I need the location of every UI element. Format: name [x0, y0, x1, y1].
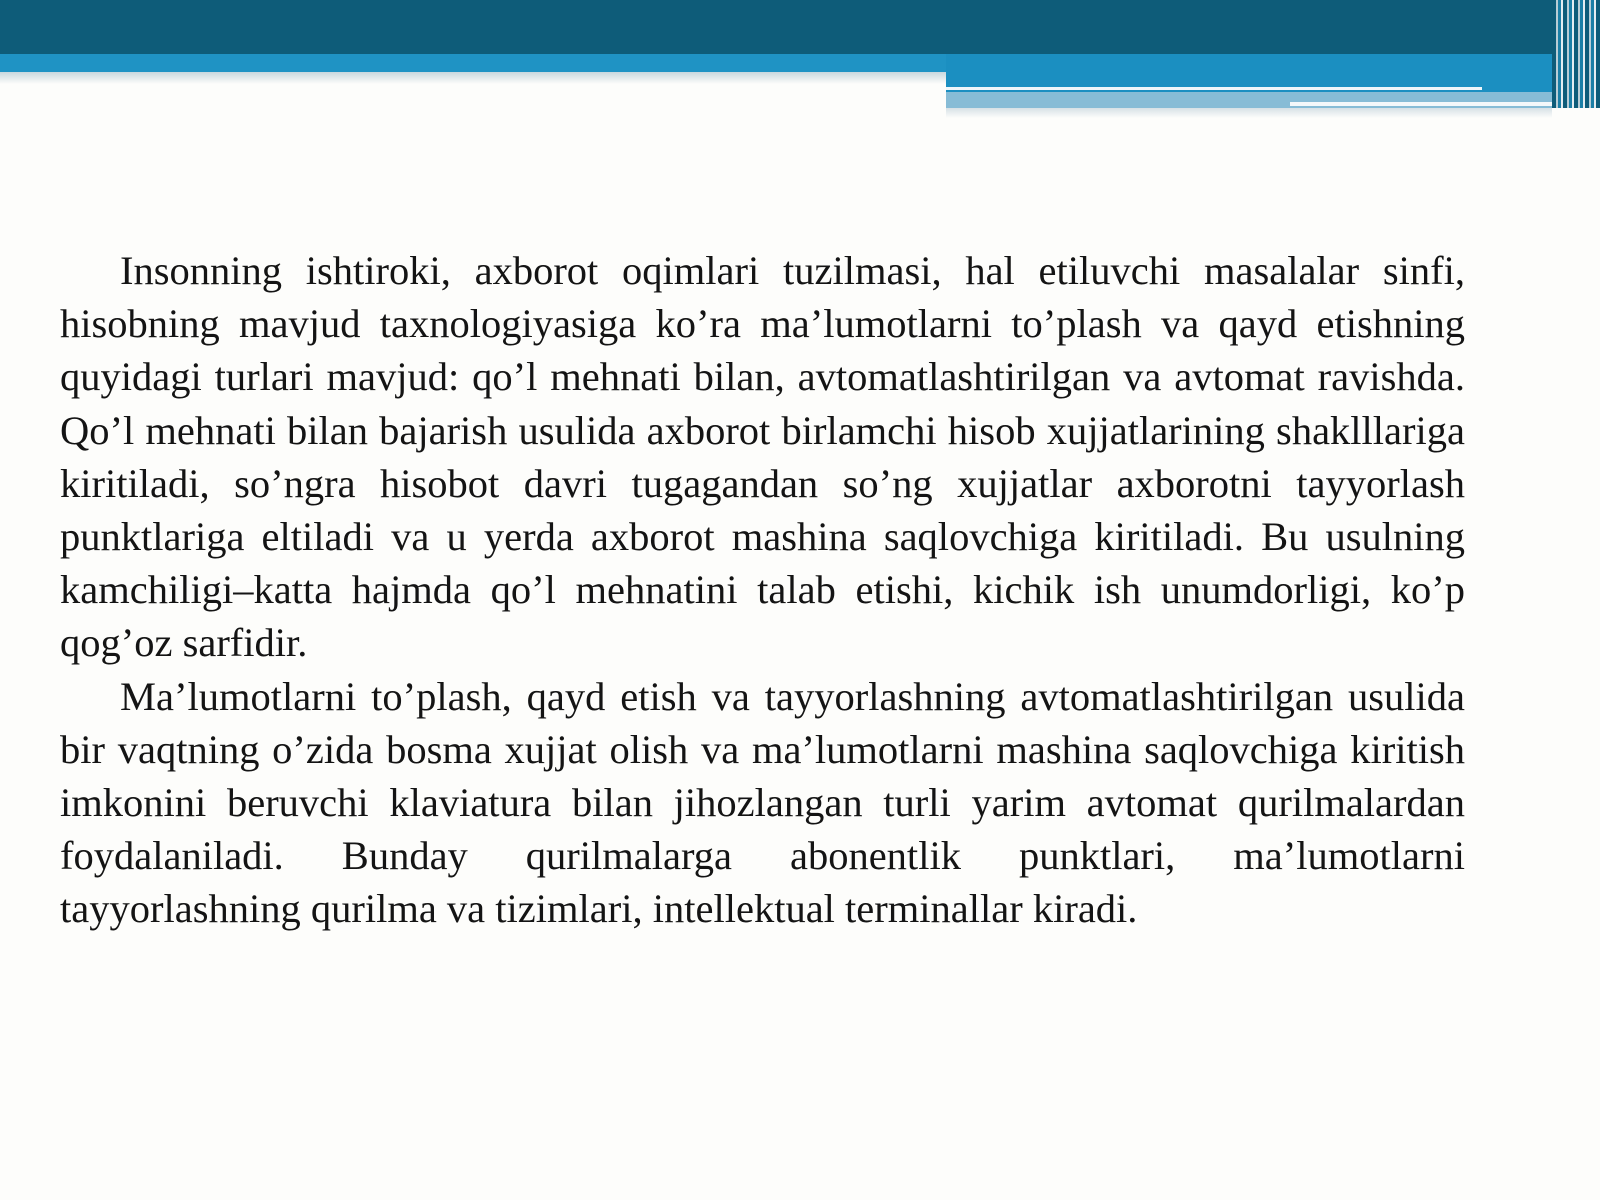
header-thin-line-short: [1290, 102, 1552, 106]
header-band-right-shadow: [946, 108, 1552, 118]
slide-body-text: [60, 244, 1465, 936]
header-band-dark: [0, 0, 1552, 54]
paragraph-1: Insonning ishtiroki, axborot oqimlari tuzilmasi, hal etiluvchi masalalar sinfi, hisobning mavjud taxnologiyasiga ko’ra ma’lumotlarni to’plash va qayd etishning quyidagi turlari mavjud: qo’l mehnati bilan, avtomatlashtirilgan va avtomat ravishda. Qo’l mehnati bilan bajarish usulida axborot birlamchi hisob xujjatlarining shaklllariga kiritiladi, so’ngra hisobot davri tugagandan so’ng xujjatlar axborotni tayyorlash punktlariga eltiladi va u yerda axborot mashina saqlovchiga kiritiladi. Bu usulning kamchiligi–katta hajmda qo’l mehnatini talab etishi, kichik ish unumdorligi, ko’p qog’oz sarfidir.: [60, 248, 1465, 666]
header-band-shadow: [0, 72, 946, 84]
header-thin-line: [946, 87, 1482, 90]
paragraph-2: Ma’lumotlarni to’plash, qayd etish va tayyorlashning avtomatlashtirilgan usulida bir vaqtning o’zida bosma xujjat olish va ma’lumotlarni mashina saqlovchiga kiritish imkonini beruvchi klaviatura bilan jihozlangan turli yarim avtomat qurilmalardan foydalaniladi. Bunday qurilmalarga abonentlik punktlari, ma’lumotlarni tayyorlashning qurilma va tizimlari, intellektual terminallar kiradi.: [60, 673, 1465, 932]
header-band-accent: [0, 54, 946, 72]
header-stripes: [1552, 0, 1600, 108]
